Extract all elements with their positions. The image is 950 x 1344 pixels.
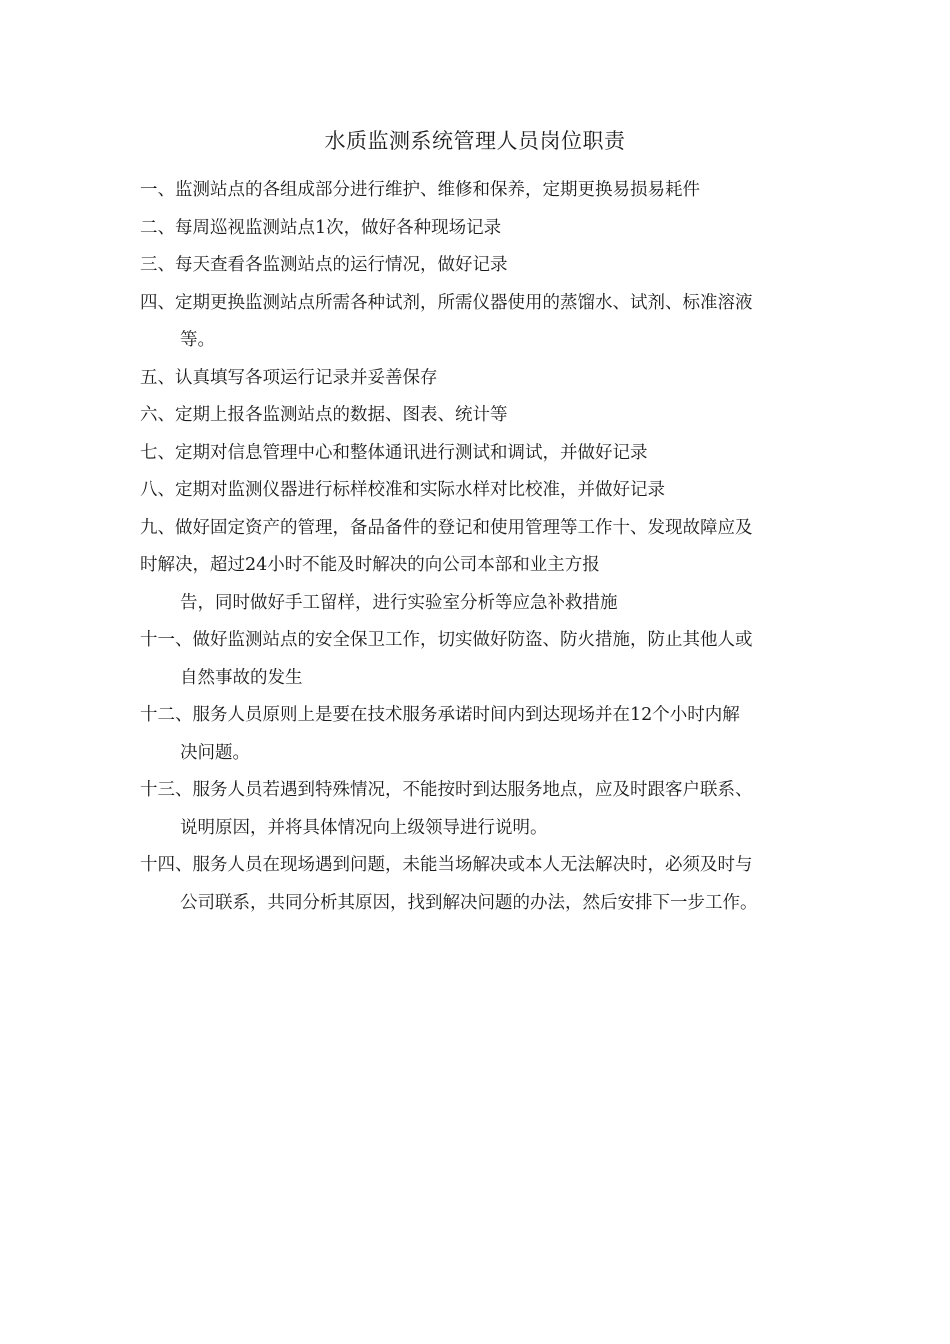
duty-line-9: 九、做好固定资产的管理，备品备件的登记和使用管理等工作十、发现故障应及 (140, 518, 753, 538)
duty-line-13: 十三、服务人员若遇到特殊情况，不能按时到达服务地点，应及时跟客户联系、 (140, 780, 753, 800)
duty-line-12-cont: 决问题。 (180, 743, 250, 763)
duty-line-14-cont: 公司联系，共同分析其原因，找到解决问题的办法，然后安排下一步工作。 (180, 893, 758, 913)
duty-line-2: 二、每周巡视监测站点1次，做好各种现场记录 (140, 218, 502, 238)
duty-line-1: 一、监测站点的各组成部分进行维护、维修和保养，定期更换易损易耗件 (140, 180, 700, 200)
duty-line-11-cont: 自然事故的发生 (180, 668, 303, 688)
duty-line-5: 五、认真填写各项运行记录并妥善保存 (140, 368, 438, 388)
duty-line-6: 六、定期上报各监测站点的数据、图表、统计等 (140, 405, 508, 425)
duty-line-4: 四、定期更换监测站点所需各种试剂，所需仪器使用的蒸馏水、试剂、标准溶液 (140, 293, 753, 313)
duty-line-10-cont: 告，同时做好手工留样，进行实验室分析等应急补救措施 (180, 593, 618, 613)
duty-line-13-cont: 说明原因，并将具体情况向上级领导进行说明。 (180, 818, 548, 838)
duty-line-3: 三、每天查看各监测站点的运行情况，做好记录 (140, 255, 508, 275)
duty-line-8: 八、定期对监测仪器进行标样校准和实际水样对比校准，并做好记录 (140, 480, 665, 500)
duty-line-11: 十一、做好监测站点的安全保卫工作，切实做好防盗、防火措施，防止其他人或 (140, 630, 753, 650)
document-title: 水质监测系统管理人员岗位职责 (324, 129, 626, 153)
duty-line-4-cont: 等。 (180, 330, 215, 350)
duty-line-12: 十二、服务人员原则上是要在技术服务承诺时间内到达现场并在12个小时内解 (140, 705, 740, 725)
duty-line-7: 七、定期对信息管理中心和整体通讯进行测试和调试，并做好记录 (140, 443, 648, 463)
duty-line-14: 十四、服务人员在现场遇到问题，未能当场解决或本人无法解决时，必须及时与 (140, 855, 753, 875)
duty-line-10: 时解决，超过24小时不能及时解决的向公司本部和业主方报 (140, 555, 600, 575)
